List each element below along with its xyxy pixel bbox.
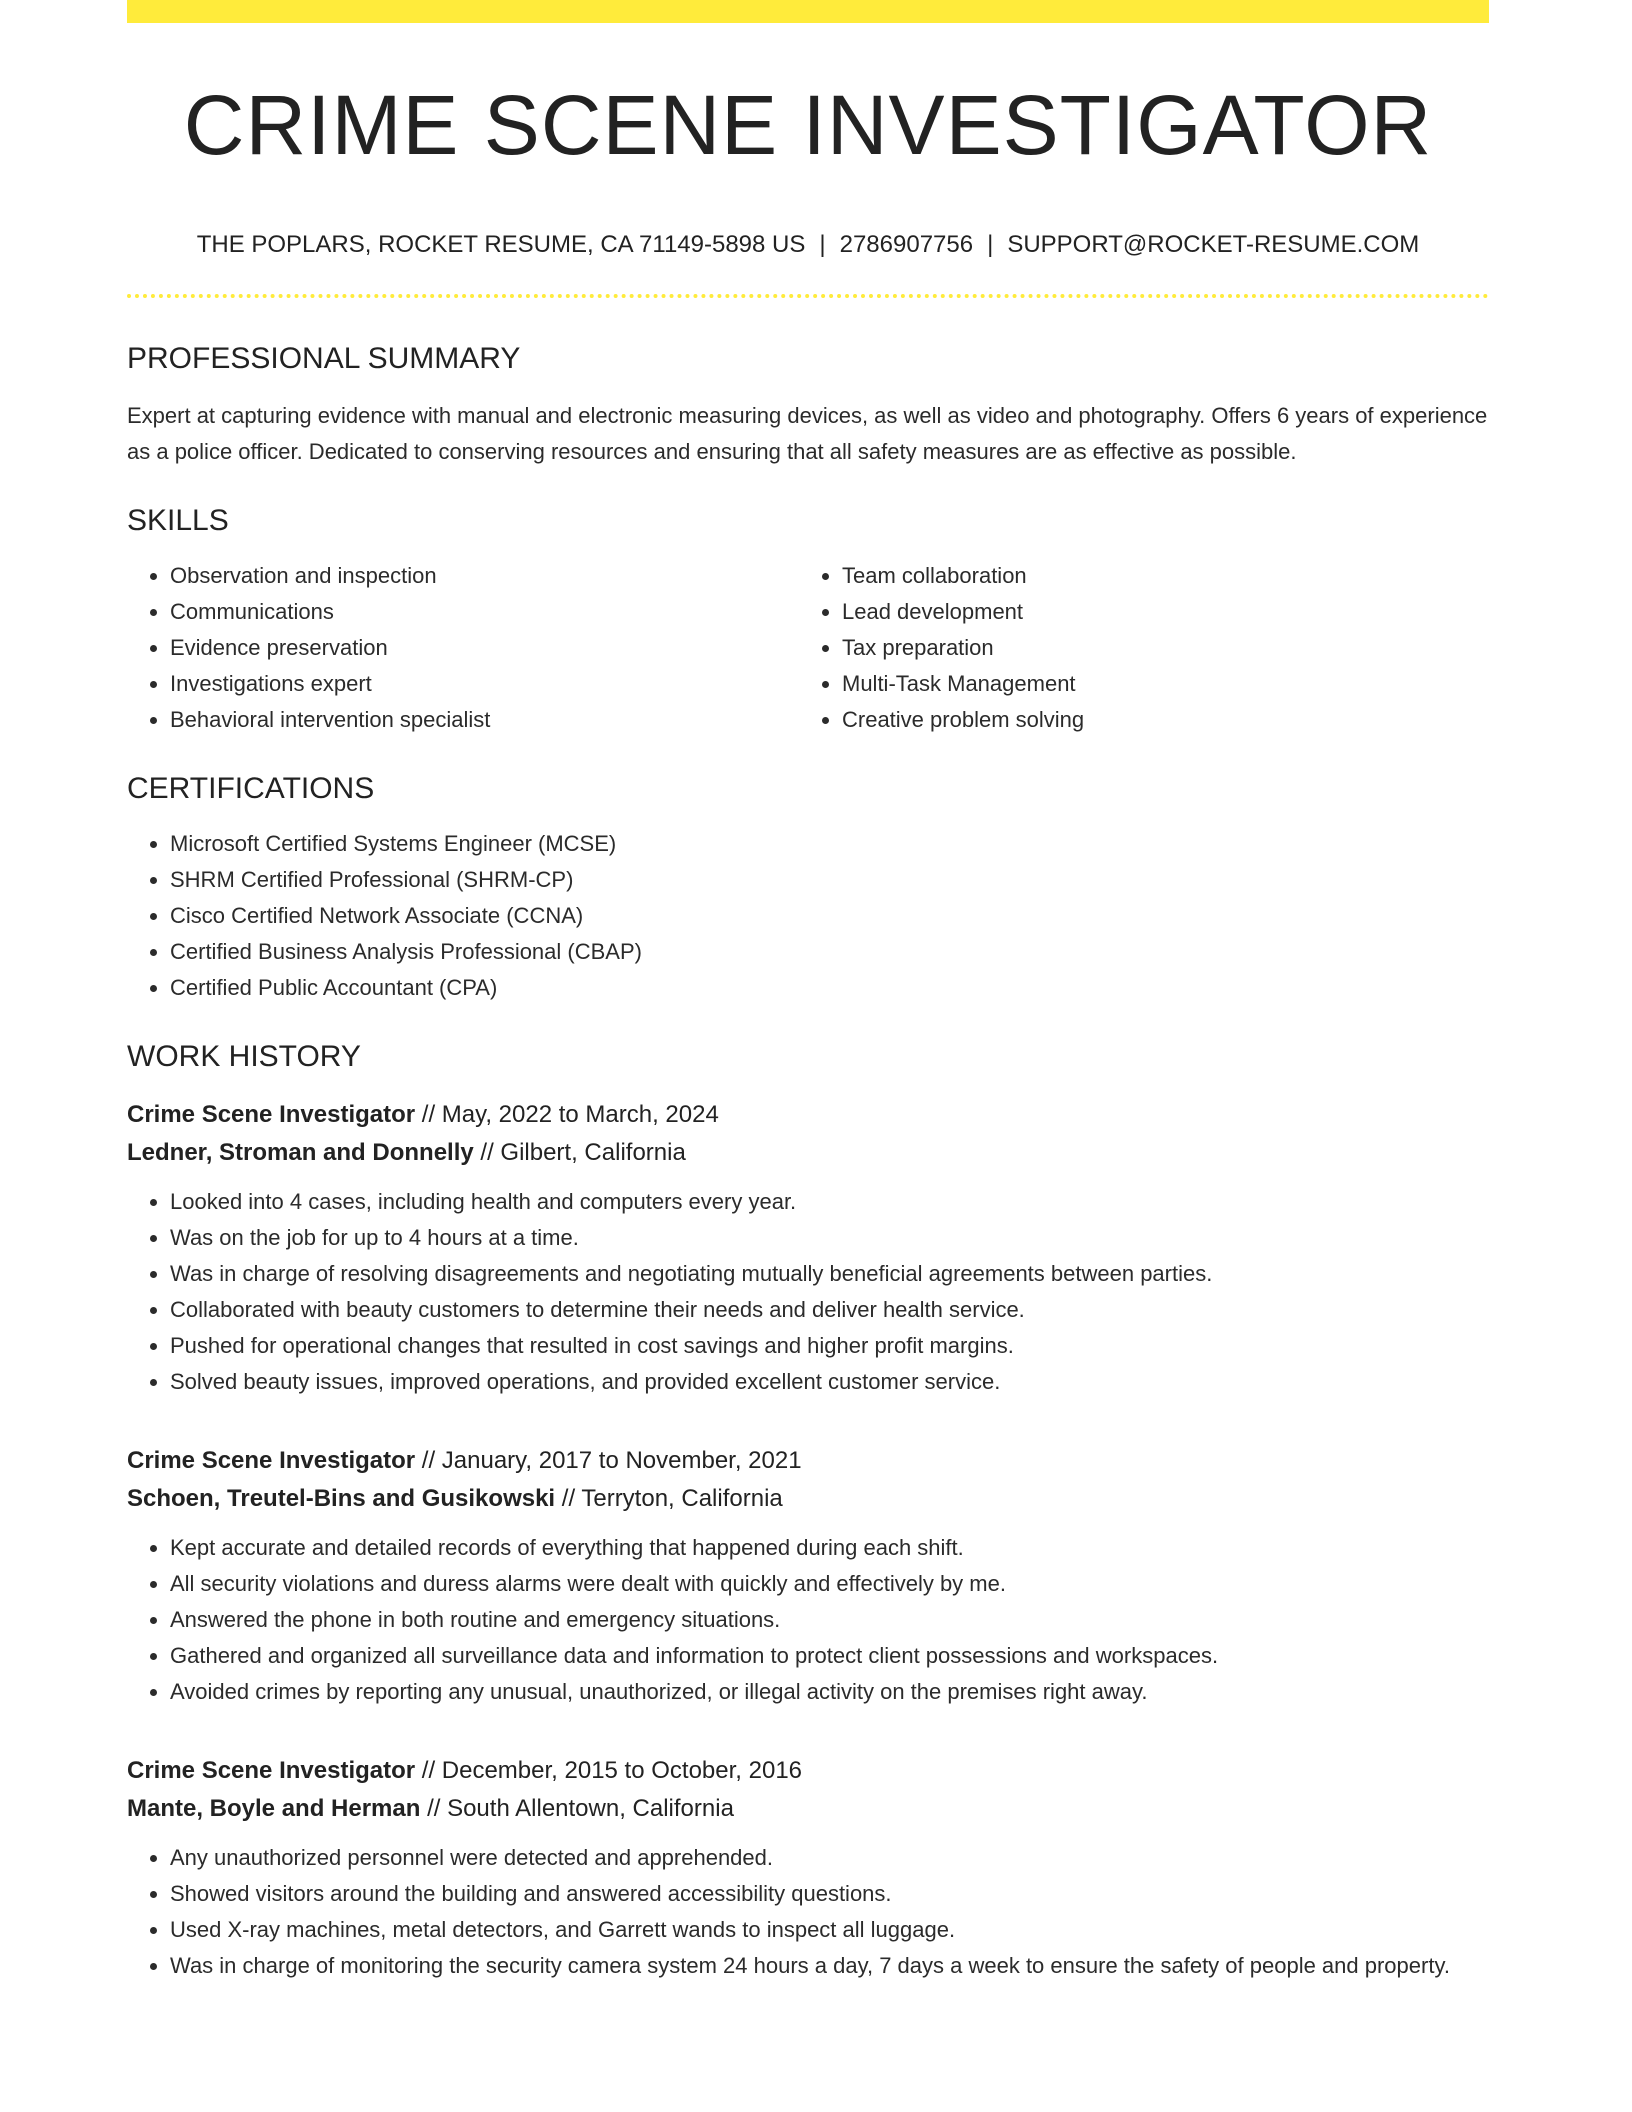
certification-item: • Certified Public Accountant (CPA) [170, 970, 1489, 1006]
contact-address: THE POPLARS, ROCKET RESUME, CA 71149-5898 US [196, 231, 806, 258]
job-role-line [127, 1752, 1489, 1790]
job-bullet: • Was on the job for up to 4 hours at a time. [170, 1220, 1489, 1256]
work-history-heading: WORK HISTORY [127, 1040, 361, 1073]
job-bullets [127, 1530, 1489, 1710]
job-bullets [127, 1840, 1489, 1984]
contact-line [127, 233, 1489, 257]
job-role-line [127, 1096, 1489, 1134]
resume-title: CRIME SCENE INVESTIGATOR [183, 78, 1433, 172]
job-role: Crime Scene Investigator [127, 1101, 416, 1128]
certifications-list [127, 826, 1489, 1006]
skills-list-left [127, 558, 799, 738]
job-bullet: • Answered the phone in both routine and emergency situations. [170, 1602, 1489, 1638]
job-bullet: • All security violations and duress alarms were dealt with quickly and effectively by me. [170, 1566, 1489, 1602]
job-bullet: • Gathered and organized all surveillance data and information to protect client possessions and workspaces. [170, 1638, 1489, 1674]
job-bullet: • Avoided crimes by reporting any unusual, unauthorized, or illegal activity on the premises right away. [170, 1674, 1489, 1710]
skill-item: • Team collaboration [842, 558, 1471, 594]
job-dates: // December, 2015 to October, 2016 [415, 1757, 803, 1784]
skill-item: • Observation and inspection [170, 558, 799, 594]
job-location: // Terryton, California [555, 1485, 783, 1512]
contact-email: SUPPORT@ROCKET-RESUME.COM [1007, 231, 1420, 258]
summary-text: Expert at capturing evidence with manual and electronic measuring devices, as well as video and photography. Offers 6 years of experience as a police officer. Dedicated to conserving resources and ensuring that all safety measures are as effective as possible. [127, 403, 1488, 464]
skill-item: • Lead development [842, 594, 1471, 630]
job-entry [127, 1442, 1489, 1710]
certification-item: • Microsoft Certified Systems Engineer (MCSE) [170, 826, 1489, 862]
job-role: Crime Scene Investigator [127, 1757, 416, 1784]
job-location: // Gilbert, California [473, 1139, 686, 1166]
job-role: Crime Scene Investigator [127, 1447, 416, 1474]
job-company-line [127, 1790, 1489, 1828]
skill-item: • Behavioral intervention specialist [170, 702, 799, 738]
job-bullets [127, 1184, 1489, 1400]
skill-item: • Multi-Task Management [842, 666, 1471, 702]
job-bullet: • Looked into 4 cases, including health and computers every year. [170, 1184, 1489, 1220]
accent-top-bar [127, 0, 1489, 23]
job-bullet: • Kept accurate and detailed records of everything that happened during each shift. [170, 1530, 1489, 1566]
skills-heading: SKILLS [127, 504, 229, 537]
contact-separator: | [819, 231, 826, 258]
skill-item: • Evidence preservation [170, 630, 799, 666]
job-company: Mante, Boyle and Herman [127, 1795, 421, 1822]
job-bullet: • Any unauthorized personnel were detected and apprehended. [170, 1840, 1489, 1876]
job-dates: // January, 2017 to November, 2021 [415, 1447, 802, 1474]
resume-page [127, 0, 1489, 1984]
skills-columns [127, 536, 1489, 738]
dotted-divider [127, 294, 1489, 298]
job-company-line [127, 1480, 1489, 1518]
job-bullet: • Pushed for operational changes that resulted in cost savings and higher profit margins. [170, 1328, 1489, 1364]
job-entry [127, 1096, 1489, 1400]
job-company: Schoen, Treutel-Bins and Gusikowski [127, 1485, 556, 1512]
job-company: Ledner, Stroman and Donnelly [127, 1139, 474, 1166]
summary-heading: PROFESSIONAL SUMMARY [127, 342, 521, 375]
skill-item: • Tax preparation [842, 630, 1471, 666]
certifications-heading: CERTIFICATIONS [127, 772, 375, 805]
job-entry [127, 1752, 1489, 1984]
certification-item: • SHRM Certified Professional (SHRM-CP) [170, 862, 1489, 898]
certification-item: • Certified Business Analysis Professional (CBAP) [170, 934, 1489, 970]
job-location: // South Allentown, California [420, 1795, 734, 1822]
certification-item: • Cisco Certified Network Associate (CCNA) [170, 898, 1489, 934]
job-bullet: • Showed visitors around the building and answered accessibility questions. [170, 1876, 1489, 1912]
skill-item: • Investigations expert [170, 666, 799, 702]
skills-list-right [799, 558, 1471, 738]
job-bullet: • Used X-ray machines, metal detectors, and Garrett wands to inspect all luggage. [170, 1912, 1489, 1948]
job-bullet: • Collaborated with beauty customers to determine their needs and deliver health service. [170, 1292, 1489, 1328]
contact-separator: | [987, 231, 994, 258]
job-dates: // May, 2022 to March, 2024 [415, 1101, 719, 1128]
job-bullet: • Was in charge of monitoring the security camera system 24 hours a day, 7 days a week to ensure the safety of people and property. [170, 1948, 1489, 1984]
contact-phone: 2786907756 [839, 231, 974, 258]
job-bullet: • Solved beauty issues, improved operations, and provided excellent customer service. [170, 1364, 1489, 1400]
skill-item: • Creative problem solving [842, 702, 1471, 738]
job-bullet: • Was in charge of resolving disagreements and negotiating mutually beneficial agreements between parties. [170, 1256, 1489, 1292]
skill-item: • Communications [170, 594, 799, 630]
job-company-line [127, 1134, 1489, 1172]
job-role-line [127, 1442, 1489, 1480]
